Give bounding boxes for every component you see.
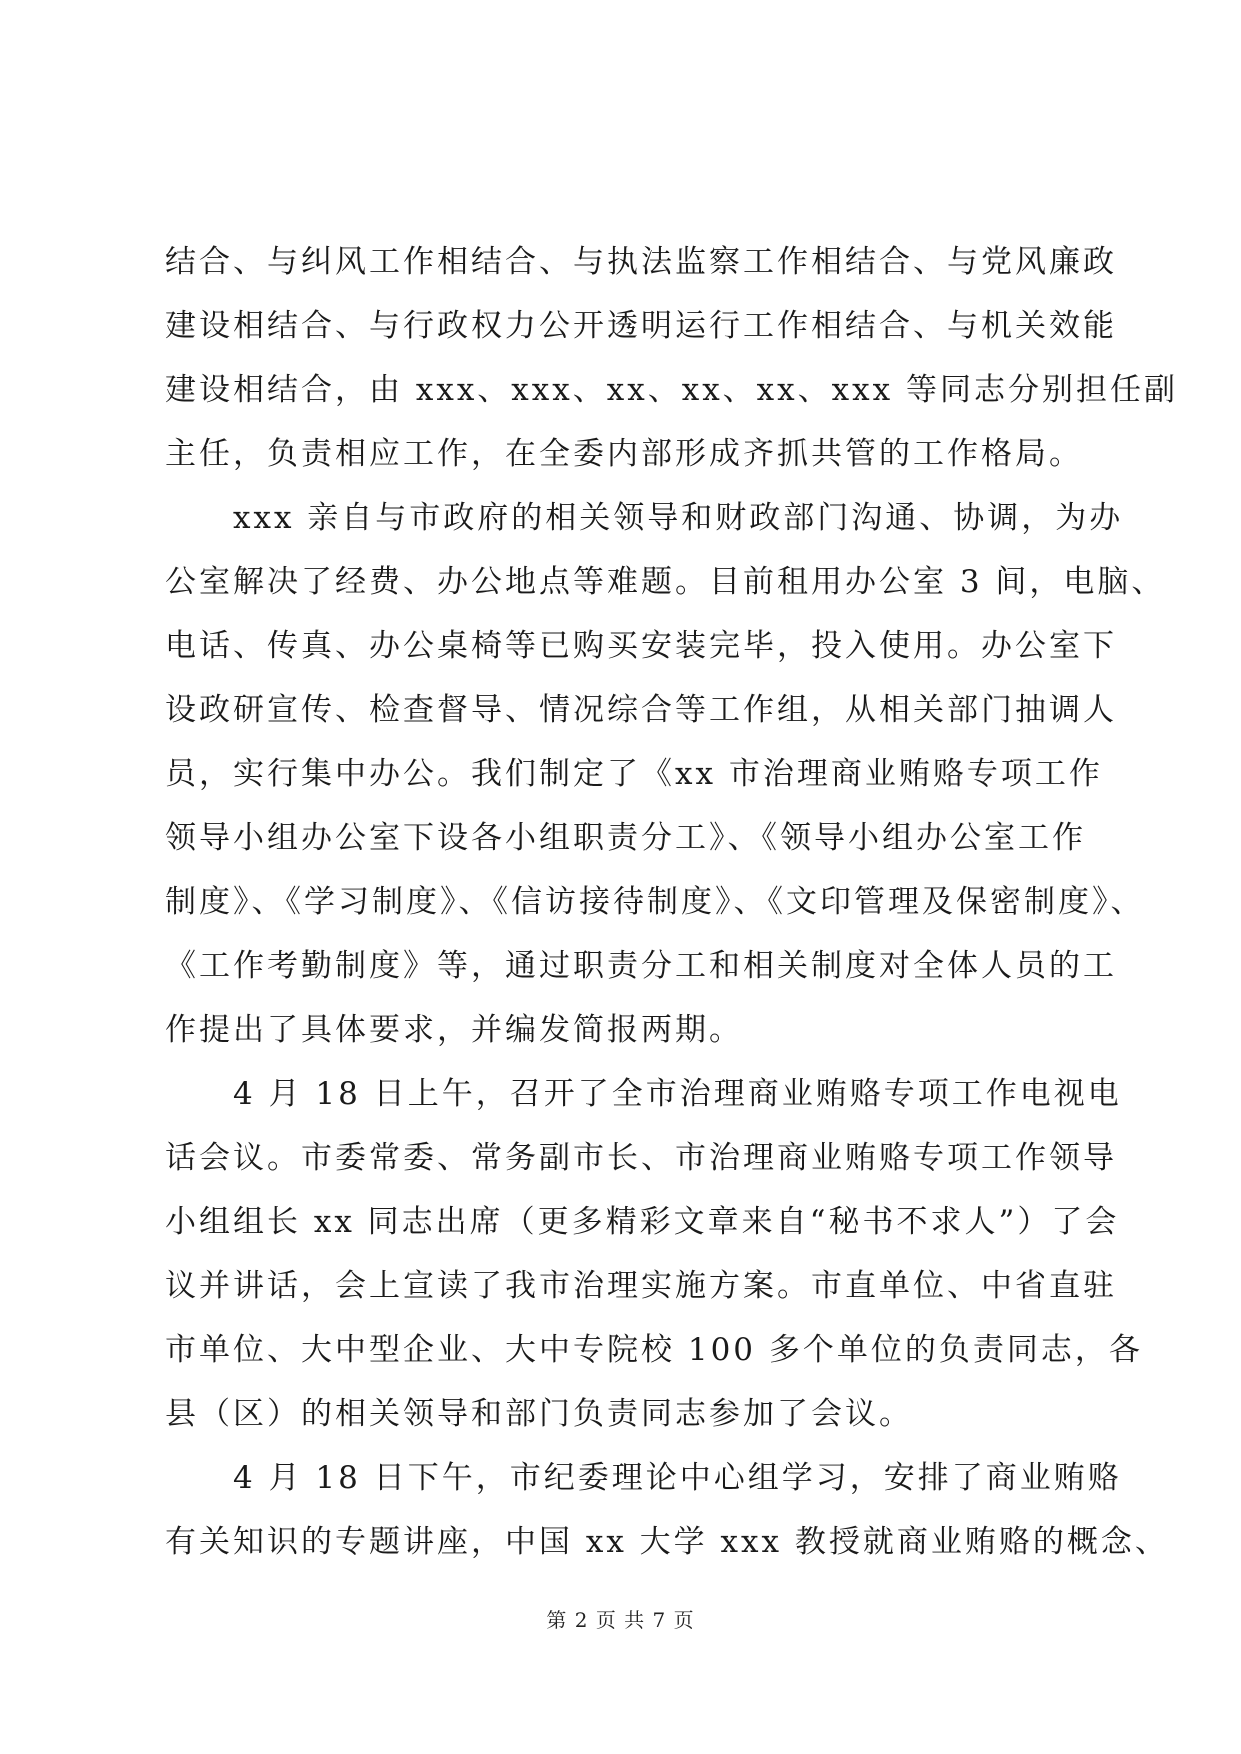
text-line: 设政研宣传、检查督导、情况综合等工作组，从相关部门抽调人	[165, 692, 1117, 728]
text-line: 4 月 18 日上午，召开了全市治理商业贿赂专项工作电视电	[165, 1076, 1122, 1112]
text-line: 领导小组办公室下设各小组职责分工》、《领导小组办公室工作	[165, 820, 1086, 856]
page-footer	[0, 1604, 1241, 1633]
text-line: 市单位、大中型企业、大中专院校 100 多个单位的负责同志，各	[165, 1332, 1143, 1368]
text-line: 话会议。市委常委、常务副市长、市治理商业贿赂专项工作领导	[165, 1140, 1117, 1176]
text-line: 有关知识的专题讲座，中国 xx 大学 xxx 教授就商业贿赂的概念、	[165, 1524, 1169, 1560]
text-line: 主任，负责相应工作，在全委内部形成齐抓共管的工作格局。	[165, 436, 1083, 472]
body-text	[165, 230, 1178, 1574]
text-line: 县（区）的相关领导和部门负责同志参加了会议。	[165, 1396, 913, 1432]
page-number: 第 2 页 共 7 页	[546, 1608, 695, 1632]
text-line: 电话、传真、办公桌椅等已购买安装完毕，投入使用。办公室下	[165, 628, 1117, 664]
text-line: 员，实行集中办公。我们制定了《xx 市治理商业贿赂专项工作	[165, 756, 1103, 792]
text-line: 议并讲话，会上宣读了我市治理实施方案。市直单位、中省直驻	[165, 1268, 1117, 1304]
text-line: 公室解决了经费、办公地点等难题。目前租用办公室 3 间，电脑、	[165, 564, 1166, 600]
text-line: 制度》、《学习制度》、《信访接待制度》、《文印管理及保密制度》、	[165, 884, 1145, 920]
text-line: 结合、与纠风工作相结合、与执法监察工作相结合、与党风廉政	[165, 244, 1117, 280]
text-line: 4 月 18 日下午，市纪委理论中心组学习，安排了商业贿赂	[165, 1460, 1122, 1496]
text-line: 《工作考勤制度》等，通过职责分工和相关制度对全体人员的工	[165, 948, 1117, 984]
text-line: 小组组长 xx 同志出席（更多精彩文章来自“秘书不求人”）了会	[165, 1204, 1120, 1240]
text-line: 作提出了具体要求，并编发简报两期。	[165, 1012, 743, 1048]
text-line: 建设相结合、与行政权力公开透明运行工作相结合、与机关效能	[165, 308, 1117, 344]
text-line: xxx 亲自与市政府的相关领导和财政部门沟通、协调，为办	[165, 500, 1124, 536]
text-line: 建设相结合，由 xxx、xxx、xx、xx、xx、xxx 等同志分别担任副	[165, 372, 1178, 408]
